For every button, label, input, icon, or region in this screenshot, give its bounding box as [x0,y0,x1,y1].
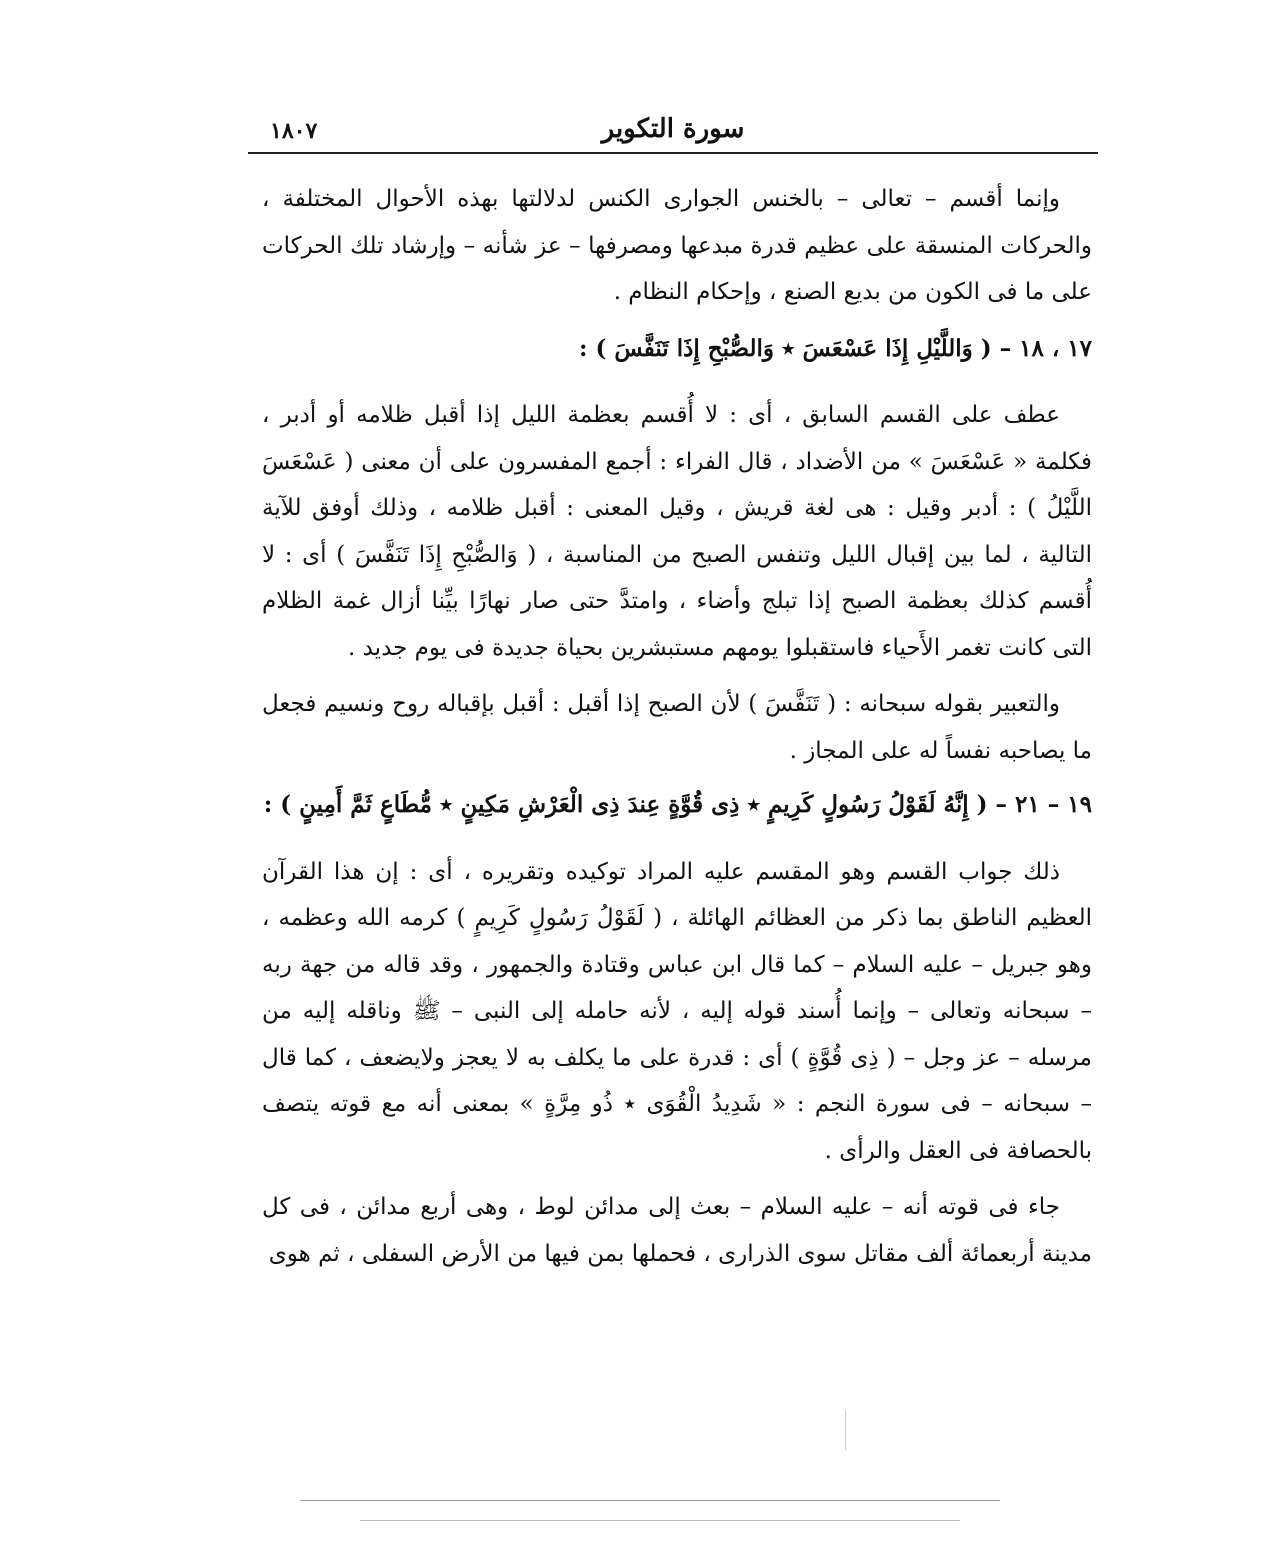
header-rule [248,152,1098,154]
verse-heading-17-18: ١٧ ، ١٨ – ( وَاللَّيْلِ إِذَا عَسْعَسَ ٭ وَالصُّبْحِ إِذَا تَنَفَّسَ ) : [579,334,1092,362]
surah-title: سورة التكوير [601,114,745,144]
page-header [248,110,1098,150]
paragraph-1: وإنما أقسم – تعالى – بالخنس الجوارى الكنس لدلالتها بهذه الأحوال المختلفة ، والحركات المنسقة على عظيم قدرة مبدعها ومصرفها – عز شأنه – وإرشاد تلك الحركات على ما فى الكون من بديع الصنع ، وإحكام النظام . [262,186,1092,305]
body-text [262,176,1092,1287]
paragraph-3: والتعبير بقوله سبحانه : ( تَنَفَّسَ ) لأن الصبح إذا أقبل : أقبل بإقباله روح ونسيم فجعل ما يصاحبه نفساً له على المجاز . [262,691,1092,764]
verse-heading-19-21: ١٩ – ٢١ – ( إِنَّهُ لَقَوْلُ رَسُولٍ كَرِيمٍ ٭ ذِى قُوَّةٍ عِندَ ذِى الْعَرْشِ مَكِينٍ ٭ مُّطَاعٍ ثَمَّ أَمِينٍ ) : [263,791,1092,818]
scan-edge-line-lower [360,1520,960,1521]
scan-edge-line [300,1500,1000,1501]
paragraph-2: عطف على القسم السابق ، أى : لا أُقسم بعظمة الليل إذا أقبل ظلامه أو أدبر ، فكلمة « عَسْعَسَ » من الأضداد ، قال الفراء : أجمع المفسرون على أن معنى ( عَسْعَسَ اللَّيْلُ ) : أدبر وقيل : هى لغة قريش ، وقيل المعنى : أقبل ظلامه ، وذلك أوفق للآية التالية ، لما بين إقبال الليل وتنفس الصبح من المناسبة ، ( وَالصُّبْحِ إِذَا تَنَفَّسَ ) أى : لا أُقسم كذلك بعظمة الصبح إذا تبلج وأضاء ، وامتدَّ حتى صار نهارًا بيِّنا أزال غمة الظلام التى كانت تغمر الأَحياء فاستقبلوا يومهم مستبشرين بحياة جديدة فى يوم جديد . [262,402,1092,661]
paragraph-5: جاء فى قوته أنه – عليه السلام – بعث إلى مدائن لوط ، وهى أربع مدائن ، فى كل مدينة أربعمائة ألف مقاتل سوى الذرارى ، فحملها بمن فيها من الأرض السفلى ، ثم هوى [262,1194,1092,1267]
paragraph-4: ذلك جواب القسم وهو المقسم عليه المراد توكيده وتقريره ، أى : إن هذا القرآن العظيم الناطق بما ذكر من العظائم الهائلة ، ( لَقَوْلُ رَسُولٍ كَرِيمٍ ) كرمه الله وعظمه ، وهو جبريل – عليه السلام – كما قال ابن عباس وقتادة والجمهور ، وقد قاله من جهة ربه – سبحانه وتعالى – وإنما أُسند قوله إليه ، لأنه حامله إلى النبى – ﷺ وناقله إليه من مرسله – عز وجل – ( ذِى قُوَّةٍ ) أى : قدرة على ما يكلف به لا يعجز ولايضعف ، كما قال – سبحانه – فى سورة النجم : « شَدِيدُ الْقُوَى ٭ ذُو مِرَّةٍ » بمعنى أنه مع قوته يتصف بالحصافة فى العقل والرأى . [262,858,1092,1164]
scan-mark [845,1410,846,1450]
page-number: ١٨٠٧ [270,118,318,144]
